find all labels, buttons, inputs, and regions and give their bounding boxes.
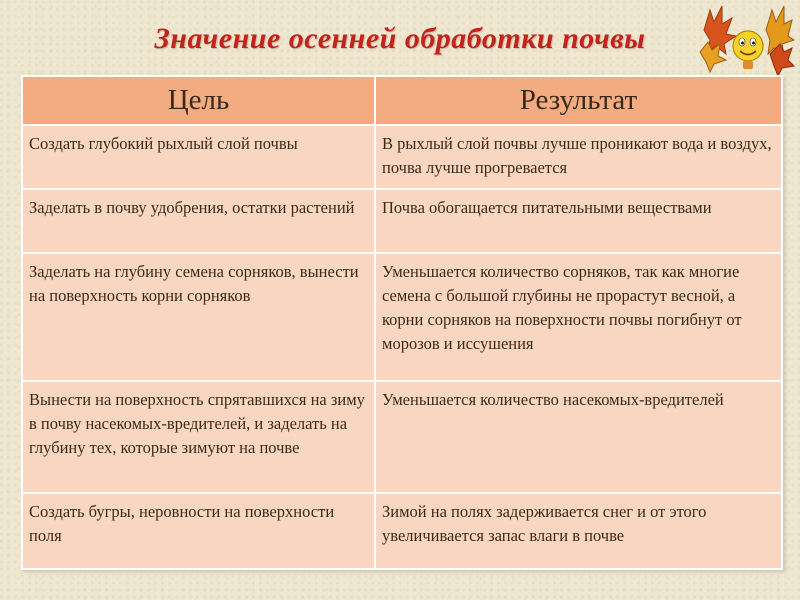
- table-row: [22, 189, 782, 253]
- result-cell: Почва обогащается питательными веществами: [375, 189, 782, 253]
- goal-cell: Заделать в почву удобрения, остатки растений: [22, 189, 375, 253]
- table-row: [22, 381, 782, 493]
- table-row: [22, 125, 782, 189]
- table-header-row: [22, 76, 782, 125]
- result-cell: Уменьшается количество насекомых-вредителей: [375, 381, 782, 493]
- table-row: [22, 253, 782, 381]
- goal-cell: Вынести на поверхность спрятавшихся на зиму в почву насекомых-вредителей, и заделать на глубину тех, которые зимуют на почве: [22, 381, 375, 493]
- header-goal: Цель: [22, 76, 375, 125]
- page-title: Значение осенней обработки почвы: [154, 22, 646, 55]
- goal-cell: Заделать на глубину семена сорняков, вынести на поверхность корни сорняков: [22, 253, 375, 381]
- result-cell: В рыхлый слой почвы лучше проникают вода и воздух, почва лучше прогревается: [375, 125, 782, 189]
- table-row: [22, 493, 782, 569]
- soil-treatment-table: [21, 75, 783, 570]
- header-result: Результат: [375, 76, 782, 125]
- autumn-leaves-smiley-icon: [696, 0, 796, 80]
- result-cell: Зимой на полях задерживается снег и от этого увеличивается запас влаги в почве: [375, 493, 782, 569]
- goal-cell: Создать глубокий рыхлый слой почвы: [22, 125, 375, 189]
- result-cell: Уменьшается количество сорняков, так как многие семена с большой глубины не прорастут весной, а корни сорняков на поверхности почвы погибнут от морозов и иссушения: [375, 253, 782, 381]
- goal-cell: Создать бугры, неровности на поверхности поля: [22, 493, 375, 569]
